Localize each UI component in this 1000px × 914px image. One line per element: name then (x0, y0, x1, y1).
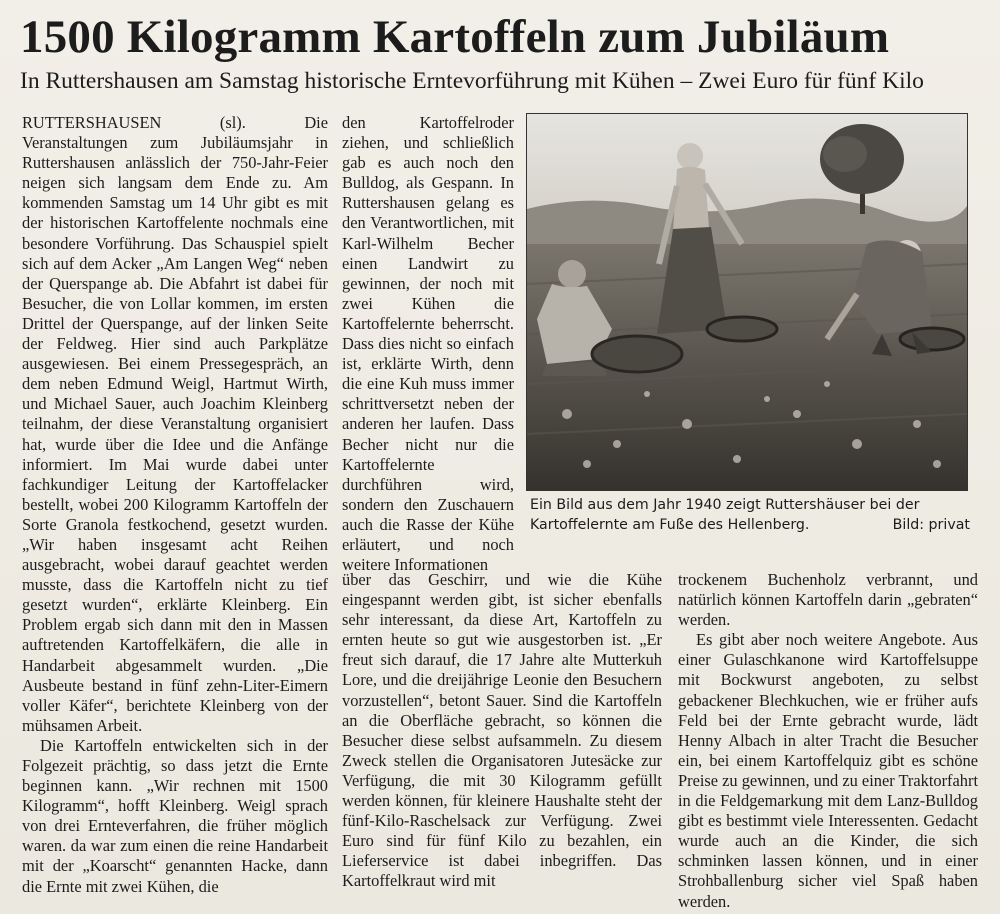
paragraph-1: RUTTERSHAUSEN (sl). Die Veranstaltungen zum Jubiläumsjahr in Ruttershausen anlässlich der 750-Jahr-Feier neigen sich langsam dem Ende zu. Am kommenden Samstag um 14 Uhr gibt es mit der historischen Kartoffelente nochmals eine besondere Vorführung. Das Schauspiel spielt sich auf dem Acker „Am Langen Weg“ neben der Querspange ab. Die Abfahrt ist dabei für Besucher, die von Lollar kommen, im ersten Drittel der Querspange, auf der linken Seite der Feldweg. Hier sind auch Parkplätze ausgewiesen. Bei einem Pressegespräch, an dem neben Edmund Weigl, Hartmut Wirth, und Michael Sauer, auch Joachim Kleinberg teilnahm, der diese Veranstaltung organisiert hat, wurde über die Idee und die Anfänge informiert. Im Mai wurde dabei unter fachkundiger Leitung der Kartoffelacker bestellt, wobei 200 Kilogramm Kartoffeln der Sorte Granola festkochend, gesetzt wurden. „Wir haben insgesamt acht Reihen ausgebracht, wobei darauf geachtet werden musste, dass die Kartoffeln nicht zu tief gesetzt wurden“, erklärte Kleinberg. Ein Problem ergab sich dann mit den in Massen auftretenden Kartoffelkäfern, die alle in Handarbeit abgesammelt wurden. „Die Ausbeute bestand in fünf zehn-Liter-Eimern voller Käfer“, berichtete Kleinberg von der mühsamen Arbeit. (22, 113, 328, 735)
caption-line-2-row (530, 515, 970, 535)
caption-line-2: Kartoffelernte am Fuße des Hellenberg. (530, 517, 810, 533)
photo-caption (530, 495, 970, 535)
headline: 1500 Kilogramm Kartoffeln zum Jubiläum (20, 11, 890, 63)
harvest-scene-image (527, 114, 967, 490)
article-column-3 (678, 570, 978, 912)
paragraph-2: Die Kartoffeln entwickelten sich in der Folgezeit prächtig, so dass jetzt die Ernte beginnen kann. „Wir rechnen mit 1500 Kilogramm“, hofft Kleinberg. Weigl sprach von drei Ernteverfahren, die früher möglich waren. da war zum einen die reine Handarbeit mit der „Koarscht“ genannten Hacke, dann die Ernte mit zwei Kühen, die (22, 735, 328, 896)
photo-credit: Bild: privat (892, 517, 970, 533)
paragraph-col3-1: trockenem Buchenholz verbrannt, und natürlich können Kartoffeln darin „gebraten“ werden. (678, 570, 978, 630)
article-column-2-bottom (342, 570, 662, 892)
article-column-2-top (342, 113, 514, 575)
paragraph-col3-2: Es gibt aber noch weitere Angebote. Aus einer Gulaschkanone wird Kartoffelsuppe mit Bockwurst angeboten, zu selbst gebackener Blechkuchen, wie er früher aufs Feld bei der Ernte gebracht wurde, lädt Henny Albach in alter Tracht die Besucher ein, bei einem Kartoffelquiz gibt es schöne Preise zu gewinnen, und zu einer Traktorfahrt in die Feldgemarkung mit dem Lanz-Bulldog gibt es bestimmt viele Interessenten. Gedacht wurde auch an die Kinder, die sich schminken lassen können, und in einer Strohballenburg sicher viel Spaß haben werden. (678, 630, 978, 911)
paragraph-col2-top: den Kartoffelroder ziehen, und schließlich gab es auch noch den Bulldog, als Gespann. In Ruttershausen gelang es den Verantwortlichen, mit Karl-Wilhelm Becher einen Landwirt zu gewinnen, der noch mit zwei Kühen die Kartoffelernte beherrscht. Dass dies nicht so einfach ist, erklärte Wirth, denn die eine Kuh muss immer schrittversetzt neben der anderen her laufen. Dass Becher nicht nur die Kartoffelernte durchführen wird, sondern den Zuschauern auch die Rasse der Kühe erläutert, und noch weitere Informationen (342, 113, 514, 575)
paragraph-col2-bottom: über das Geschirr, und wie die Kühe eingespannt werden gibt, ist sicher ebenfalls sehr interessant, da diese Art, Kartoffeln zu ernten heute so gut wie ausgestorben ist. „Er freut sich darauf, die 17 Jahre alte Mutterkuh Lore, und die dreijährige Leonie den Besuchern vorzustellen“, betont Sauer. Sind die Kartoffeln an die Oberfläche gebracht, so können die Besucher diese selbst aufsammeln. Zu diesem Zweck stellen die Organisatoren Jutesäcke zur Verfügung, die mit 30 Kilogramm gefüllt werden können, für kleinere Haushalte steht der fünf-Kilo-Raschelsack zur Verfügung. Zwei Euro sind für fünf Kilo zu bezahlen, ein Lieferservice ist dabei inbegriffen. Das Kartoffelkraut wird mit (342, 570, 662, 891)
historic-harvest-photo (526, 113, 968, 491)
caption-line-1: Ein Bild aus dem Jahr 1940 zeigt Ruttershäuser bei der (530, 497, 920, 513)
subheadline: In Ruttershausen am Samstag historische Erntevorführung mit Kühen – Zwei Euro für fünf Kilo (20, 68, 924, 94)
article-column-1 (22, 113, 328, 897)
